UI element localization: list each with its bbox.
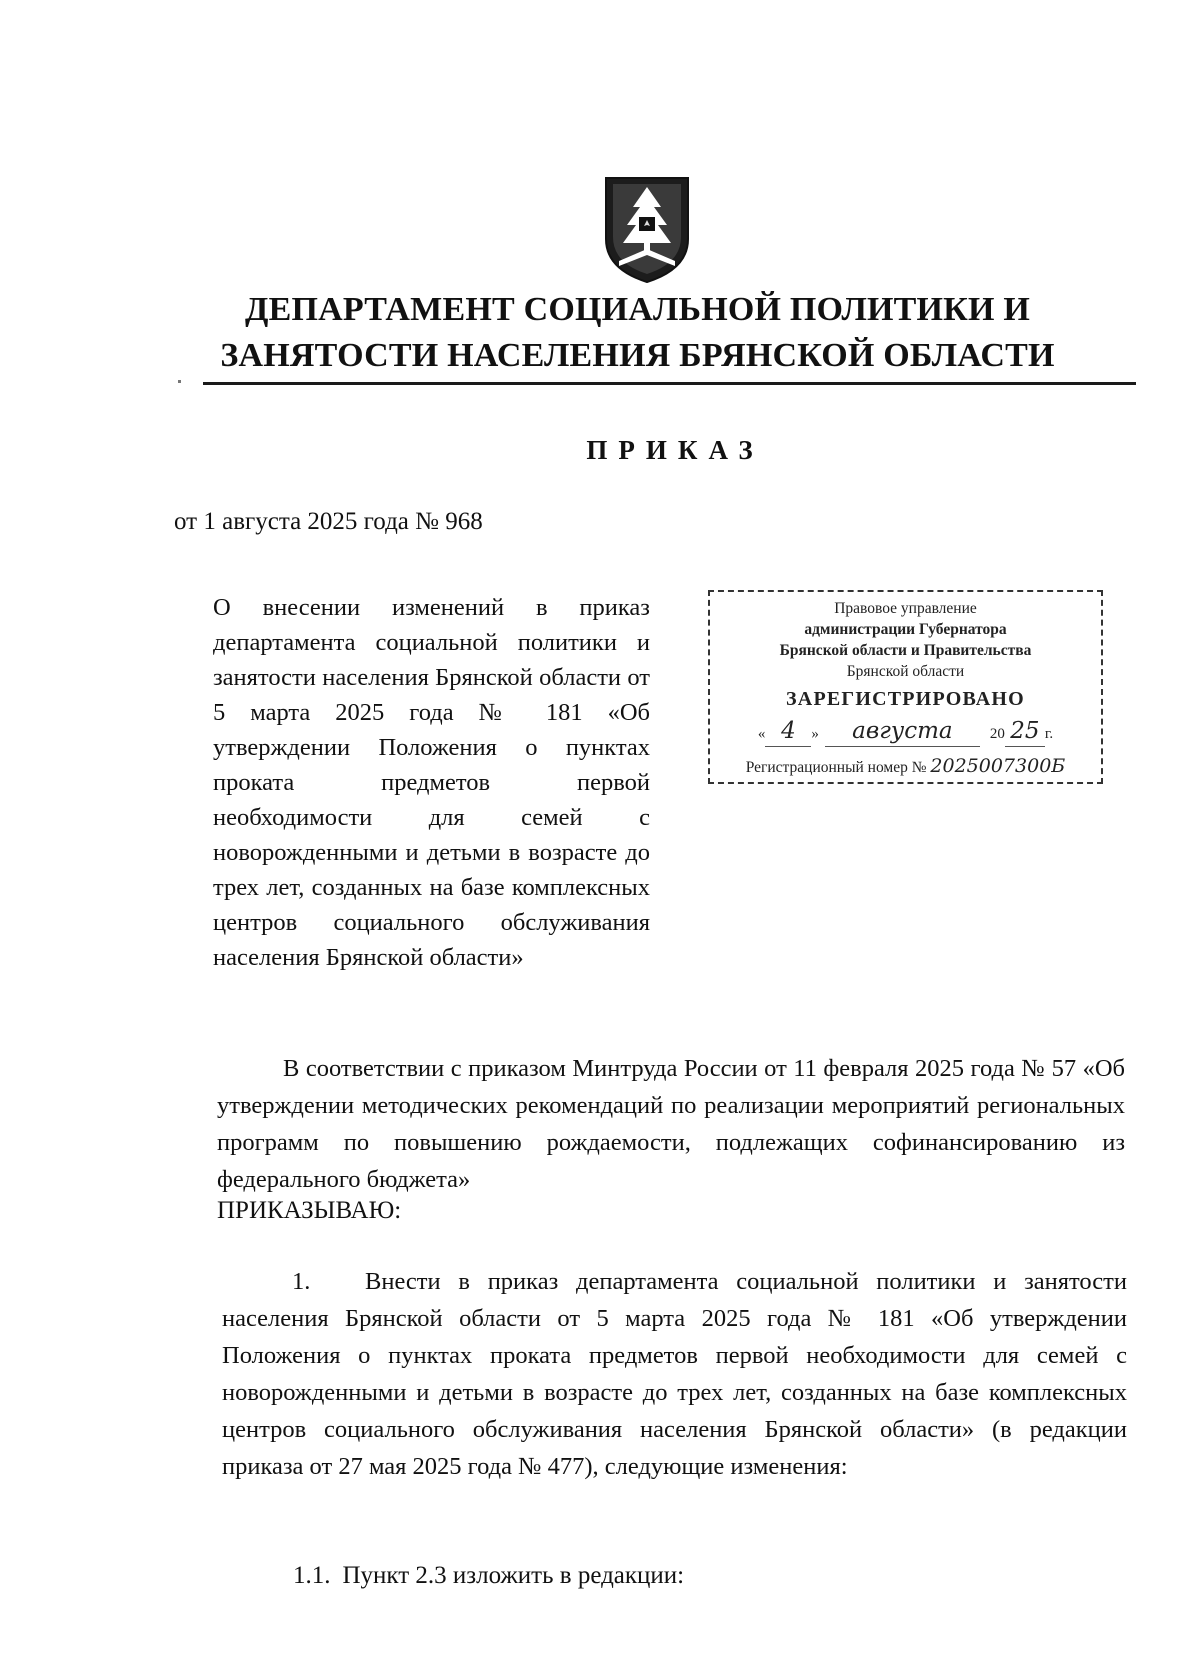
stamp-line-1: Правовое управление <box>834 600 977 617</box>
stamp-line-4: Брянской области <box>846 663 965 680</box>
stamp-date-row <box>710 716 1101 749</box>
stamp-reg-label: Регистрационный номер № <box>745 759 927 776</box>
item-1-paragraph <box>222 1263 1127 1485</box>
scan-speck <box>178 380 181 383</box>
item-1-number: 1. <box>292 1268 311 1295</box>
stamp-registered: ЗАРЕГИСТРИРОВАНО <box>786 688 1025 710</box>
stamp-day: 4 <box>765 716 811 747</box>
order-heading: ПРИКАЗ <box>586 435 764 465</box>
basis-paragraph: В соответствии с приказом Минтруда России от 11 февраля 2025 года № 57 «Об утверждении методических рекомендаций по реализации мероприятий региональных программ по повышению рождаемости, подлежащих софинансированию из федерального бюджета» <box>217 1055 1125 1193</box>
order-verb: ПРИКАЗЫВАЮ: <box>217 1197 402 1224</box>
order-date-number: от 1 августа 2025 года № 968 <box>174 508 483 535</box>
item-1-1-number: 1.1. <box>293 1562 331 1589</box>
stamp-quote-close: » <box>811 726 819 742</box>
coat-of-arms-icon <box>603 175 691 285</box>
department-title-line-1: ДЕПАРТАМЕНТ СОЦИАЛЬНОЙ ПОЛИТИКИ И <box>244 291 1031 328</box>
stamp-reg-number: 2025007300Б <box>930 755 1066 777</box>
item-1-1-text: Пункт 2.3 изложить в редакции: <box>342 1562 685 1589</box>
registration-stamp <box>708 590 1103 784</box>
stamp-year-label: г. <box>1044 726 1054 742</box>
stamp-quote-open: « <box>757 726 766 742</box>
item-1-1 <box>293 1562 684 1590</box>
order-subject: О внесении изменений в приказ департамента социальной политики и занятости населения Брянской области от 5 марта 2025 года № 181 «Об утверждении Положения о пунктах проката предметов первой необходимости для семей с новорожденными и детьми в возрасте до трех лет, созданных на базе комплексных центров социального обслуживания населения Брянской области» <box>213 594 650 971</box>
stamp-number-row <box>710 752 1101 782</box>
stamp-year-suffix: 25 <box>1005 716 1045 747</box>
stamp-month: августа <box>825 716 980 747</box>
header-divider <box>203 382 1136 385</box>
stamp-line-3: Брянской области и Правительства <box>779 642 1032 659</box>
stamp-line-2: администрации Губернатора <box>804 621 1007 638</box>
department-title <box>200 287 1075 379</box>
department-title-line-2: ЗАНЯТОСТИ НАСЕЛЕНИЯ БРЯНСКОЙ ОБЛАСТИ <box>220 337 1055 374</box>
item-1-text: Внести в приказ департамента социальной политики и занятости населения Брянской области от 5 марта 2025 года № 181 «Об утверждении Положения о пунктах проката предметов первой необходимости для семей с новорожденными и детьми в возрасте до трех лет, созданных на базе комплексных центров социального обслуживания населения Брянской области» (в редакции приказа от 27 мая 2025 года № 477), следующие изменения: <box>222 1268 1127 1480</box>
stamp-year-prefix: 20 <box>989 726 1005 742</box>
